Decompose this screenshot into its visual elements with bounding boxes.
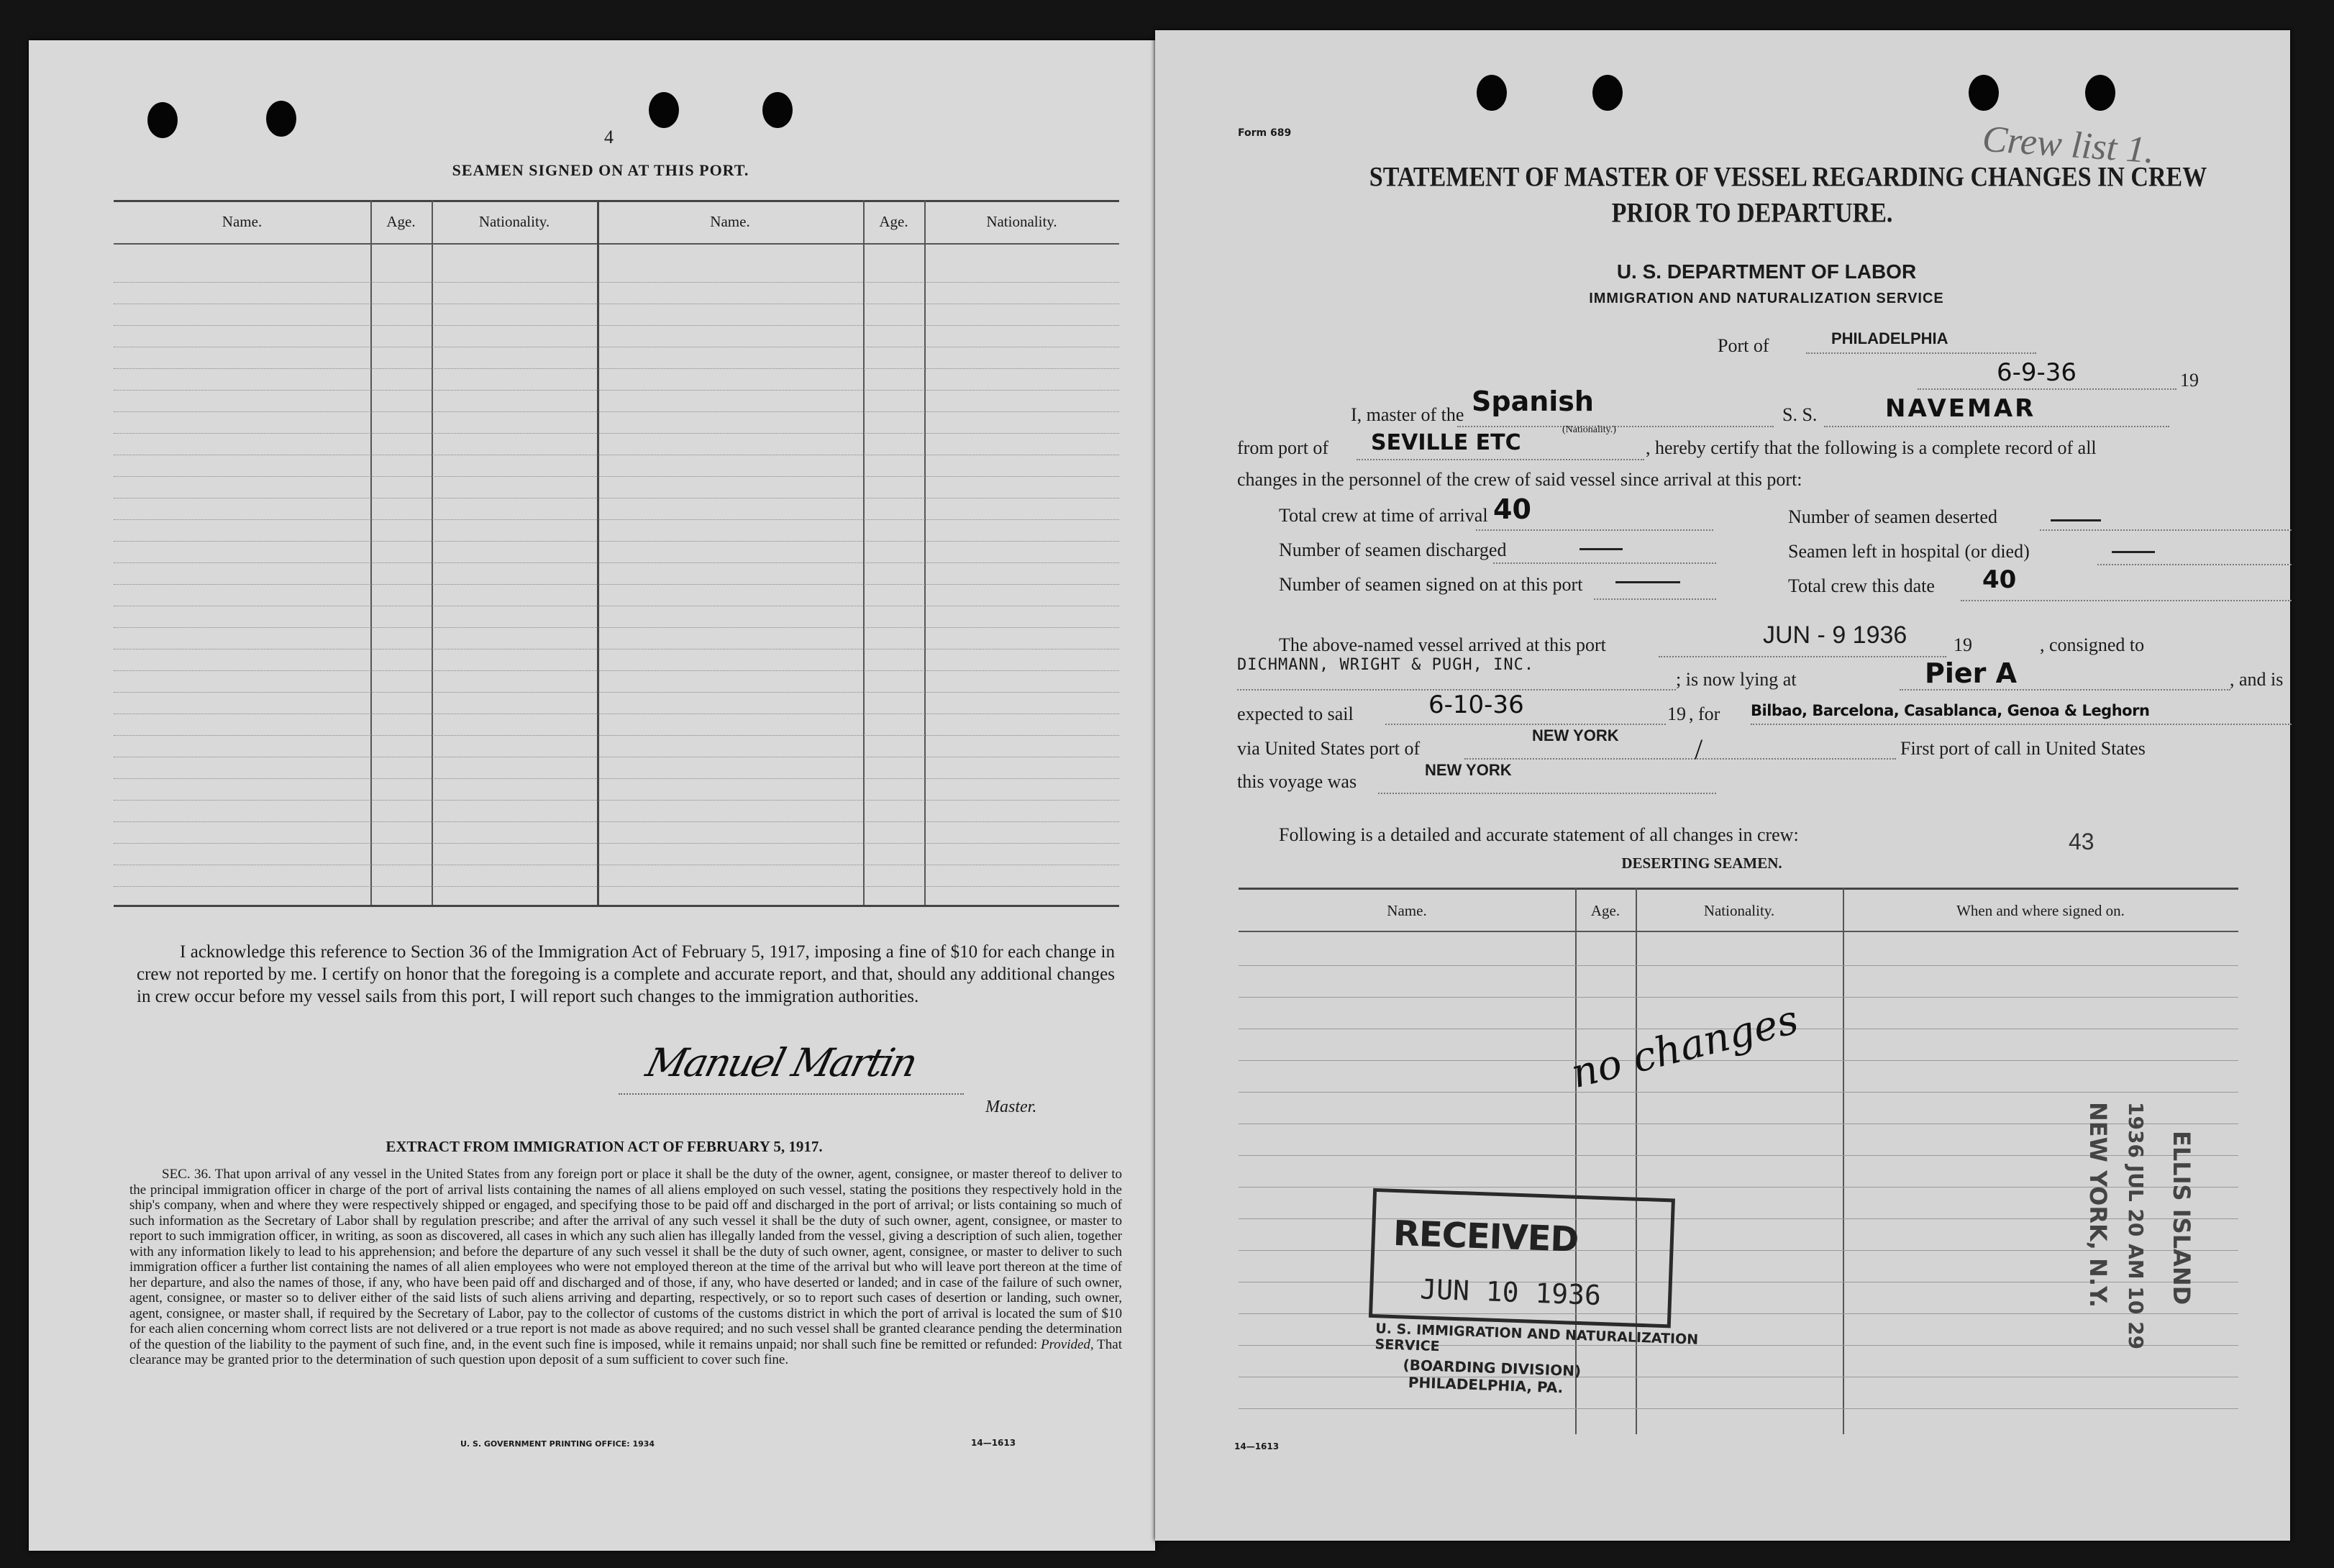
stamp-received: RECEIVED xyxy=(1392,1213,1579,1260)
column-header-when-where: When and where signed on. xyxy=(1956,902,2125,919)
acknowledgement-text: I acknowledge this reference to Section 36 of the Immigration Act of February 5, 1917, imposing a fine of $10 for each change in crew not reported by me. I certify on honor that the foregoing is a complete and accurate report, and that, should any additional changes in crew occur before my vessel sails from this port, I will report such changes to the immigration authorities. xyxy=(137,942,1115,1006)
punch-hole xyxy=(2085,75,2115,111)
column-header-age-2: Age. xyxy=(879,213,908,230)
table-rule xyxy=(114,886,1119,887)
punch-hole xyxy=(1592,75,1623,111)
table-rule xyxy=(114,562,1119,563)
punch-hole xyxy=(266,101,296,137)
changes-text: changes in the personnel of the crew of said vessel since arrival at this port: xyxy=(1237,469,1802,490)
table-rule xyxy=(1239,1092,2238,1093)
stamp-service: U. S. IMMIGRATION AND NATURALIZATION SERVICE xyxy=(1375,1321,1699,1355)
certify-text: , hereby certify that the following is a complete record of all xyxy=(1646,437,2097,458)
ellis-line-1: ELLIS ISLAND xyxy=(2168,1131,2195,1305)
form-label: Form 689 xyxy=(1238,127,1292,139)
year-suffix-2: 19 xyxy=(1954,634,1972,655)
left-page xyxy=(29,40,1155,1551)
handwritten-mark: / xyxy=(1695,733,1703,765)
total-crew-value: 40 xyxy=(1493,493,1531,525)
from-port-value: SEVILLE ETC xyxy=(1371,430,1521,455)
table-rule xyxy=(114,778,1119,779)
for-label: , for xyxy=(1689,703,1720,724)
table-rule xyxy=(114,627,1119,628)
voyage-label: this voyage was xyxy=(1237,771,1357,792)
table-rule xyxy=(114,584,1119,585)
total-date-value: 40 xyxy=(1982,565,2017,594)
column-header-name-2: Name. xyxy=(710,213,750,230)
signed-on-label: Number of seamen signed on at this port xyxy=(1279,574,1583,595)
column-header-nationality-2: Nationality. xyxy=(986,213,1057,230)
vessel-name: NAVEMAR xyxy=(1885,394,2036,423)
year-suffix: 19 xyxy=(2180,370,2199,391)
table-rule xyxy=(1239,997,2238,998)
first-port-value: NEW YORK xyxy=(1425,761,1512,779)
arrival-date: JUN - 9 1936 xyxy=(1763,621,1907,649)
extract-text: SEC. 36. That upon arrival of any vessel in the United States from any foreign port or place it shall be the duty of the owner, agent, consignee, or master thereof to deliver to the principal immigration officer in charge of the port of arrival lists containing the names of all aliens employed on such vessel, stating the positions they respectively hold in the ship's company, when and where they were respectively shipped or engaged, and specifying those to be paid off and discharged in the port of arrival; or lists containing so much of such information as the Secretary of Labor shall by regulation prescribe; and after the arrival of any such vessel it shall be the duty of such owner, agent, consignee, or master to report to such immigration officer, in writing, as soon as discovered, all cases in which any such alien has illegally landed from the vessel, giving a description of such alien, together with any information likely to lead to his apprehension; and before the departure of any such vessel it shall be the duty of such owner, agent, consignee, or master to deliver to such immigration officer a further list containing the names of all alien employees who were not employed thereon at the time of the arrival but who will leave port thereon at the time of her departure, and also the names of those, if any, who have been paid off and discharged and of those, if any, who have deserted or landed; and in case of the failure of such owner, agent, consignee, or master so to deliver either of the said lists of such aliens arriving and departing, respectively, or so to report such cases of desertion or landing, such owner, agent, consignee, or master shall, if required by the Secretary of Labor, pay to the collector of customs of the customs district in which the port of arrival is located the sum of $10 for each alien concerning whom correct lists are not delivered or a true report is not made as above required; and no such vessel shall be granted clearance pending the determination of the question of the liability to the payment of such fine, and, in the event such fine is imposed, while it remains unpaid; nor shall such fine be remitted or refunded: Provided, That clearance may be granted prior to the determination of such question upon deposit of a sum sufficient to cover such fine. xyxy=(129,1167,1122,1367)
total-date-label: Total crew this date xyxy=(1788,575,1935,596)
punch-hole xyxy=(649,92,679,128)
consigned-label: , consigned to xyxy=(2040,634,2145,655)
sail-date: 6-10-36 xyxy=(1428,690,1524,719)
table-rule xyxy=(114,541,1119,542)
consignee: DICHMANN, WRIGHT & PUGH, INC. xyxy=(1237,656,1535,674)
left-form-code: 14—1613 xyxy=(971,1438,1016,1448)
ellis-island-stamp xyxy=(1989,1102,2195,1350)
first-port-label: First port of call in United States xyxy=(1900,738,2146,759)
column-header-nationality: Nationality. xyxy=(1703,902,1775,919)
table-rule xyxy=(114,519,1119,520)
stamp-division: (BOARDING DIVISION) xyxy=(1403,1356,1582,1380)
port-label: Port of xyxy=(1718,335,1769,356)
form-subtitle: PRIOR TO DEPARTURE. xyxy=(1611,198,1893,229)
deserted-label: Number of seamen deserted xyxy=(1788,506,1997,527)
master-of-label: I, master of the xyxy=(1351,404,1464,425)
table-rule xyxy=(1239,1408,2238,1409)
discharged-label: Number of seamen discharged xyxy=(1279,539,1507,560)
deserting-title: DESERTING SEAMEN. xyxy=(1621,854,1782,872)
via-port: NEW YORK xyxy=(1532,726,1619,744)
right-form-code: 14—1613 xyxy=(1234,1441,1280,1451)
from-port-label: from port of xyxy=(1237,437,1329,458)
table-rule xyxy=(114,800,1119,801)
hospital-label: Seamen left in hospital (or died) xyxy=(1788,541,2030,562)
table-rule xyxy=(114,843,1119,844)
nationality-caption: (Nationality.) xyxy=(1562,424,1616,435)
lying-label: ; is now lying at xyxy=(1676,669,1797,690)
table-rule xyxy=(114,476,1119,477)
following-label: Following is a detailed and accurate statement of all changes in crew: xyxy=(1279,824,1799,845)
ss-label: S. S. xyxy=(1782,404,1818,425)
service: IMMIGRATION AND NATURALIZATION SERVICE xyxy=(1589,291,1944,306)
column-header-name: Name. xyxy=(1387,902,1427,919)
margin-note: Crew list 1. xyxy=(1981,118,2156,172)
total-crew-label: Total crew at time of arrival xyxy=(1279,505,1488,526)
received-stamp xyxy=(1366,1188,1711,1408)
column-header-age: Age. xyxy=(1590,902,1620,919)
master-signature: Manuel Martin xyxy=(642,1040,921,1085)
destinations: Bilbao, Barcelona, Casablanca, Genoa & Leghorn xyxy=(1751,702,2150,719)
table-rule xyxy=(1239,1060,2238,1061)
table-rule xyxy=(1239,965,2238,966)
ellis-line-2: 1936 JUL 20 AM 10 29 xyxy=(2124,1102,2148,1350)
no-changes-note: no changes xyxy=(1567,996,1803,1098)
table-rule xyxy=(114,282,1119,283)
column-header-nationality: Nationality. xyxy=(478,213,550,230)
arrived-label: The above-named vessel arrived at this port xyxy=(1279,634,1606,655)
extract-title: EXTRACT FROM IMMIGRATION ACT OF FEBRUARY 5, 1917. xyxy=(386,1138,823,1155)
table-title: SEAMEN SIGNED ON AT THIS PORT. xyxy=(452,161,749,179)
page-mark: 43 xyxy=(2069,829,2094,854)
table-rule xyxy=(114,390,1119,391)
punch-hole xyxy=(1477,75,1507,111)
nationality-value: Spanish xyxy=(1472,386,1594,417)
pier-value: Pier A xyxy=(1925,657,2018,689)
table-rule xyxy=(114,368,1119,369)
and-is-label: , and is xyxy=(2230,669,2284,690)
year-suffix-3: 19 xyxy=(1667,703,1686,724)
master-label: Master. xyxy=(985,1098,1037,1116)
punch-hole xyxy=(762,92,793,128)
stamp-date: JUN 10 1936 xyxy=(1419,1273,1602,1312)
expected-label: expected to sail xyxy=(1237,703,1354,724)
table-rule xyxy=(114,411,1119,412)
printing-office: U. S. GOVERNMENT PRINTING OFFICE: 1934 xyxy=(460,1439,655,1449)
column-header-age: Age. xyxy=(386,213,416,230)
ellis-line-3: NEW YORK, N.Y. xyxy=(2084,1102,2112,1308)
via-label: via United States port of xyxy=(1237,738,1421,759)
report-date: 6-9-36 xyxy=(1997,358,2077,387)
department: U. S. DEPARTMENT OF LABOR xyxy=(1616,260,1917,283)
stamp-city: PHILADELPHIA, PA. xyxy=(1408,1373,1564,1397)
right-page xyxy=(1155,30,2290,1541)
port-value: PHILADELPHIA xyxy=(1831,329,1948,347)
form-title: STATEMENT OF MASTER OF VESSEL REGARDING CHANGES IN CREW xyxy=(1369,162,2207,193)
table-rule xyxy=(114,325,1119,326)
table-rule xyxy=(114,670,1119,671)
page-number: 4 xyxy=(604,127,614,147)
table-rule xyxy=(114,692,1119,693)
table-rule xyxy=(114,433,1119,434)
table-rule xyxy=(114,735,1119,736)
punch-hole xyxy=(147,102,178,138)
column-header-name: Name. xyxy=(222,213,263,230)
table-rule xyxy=(114,821,1119,822)
punch-hole xyxy=(1969,75,1999,111)
